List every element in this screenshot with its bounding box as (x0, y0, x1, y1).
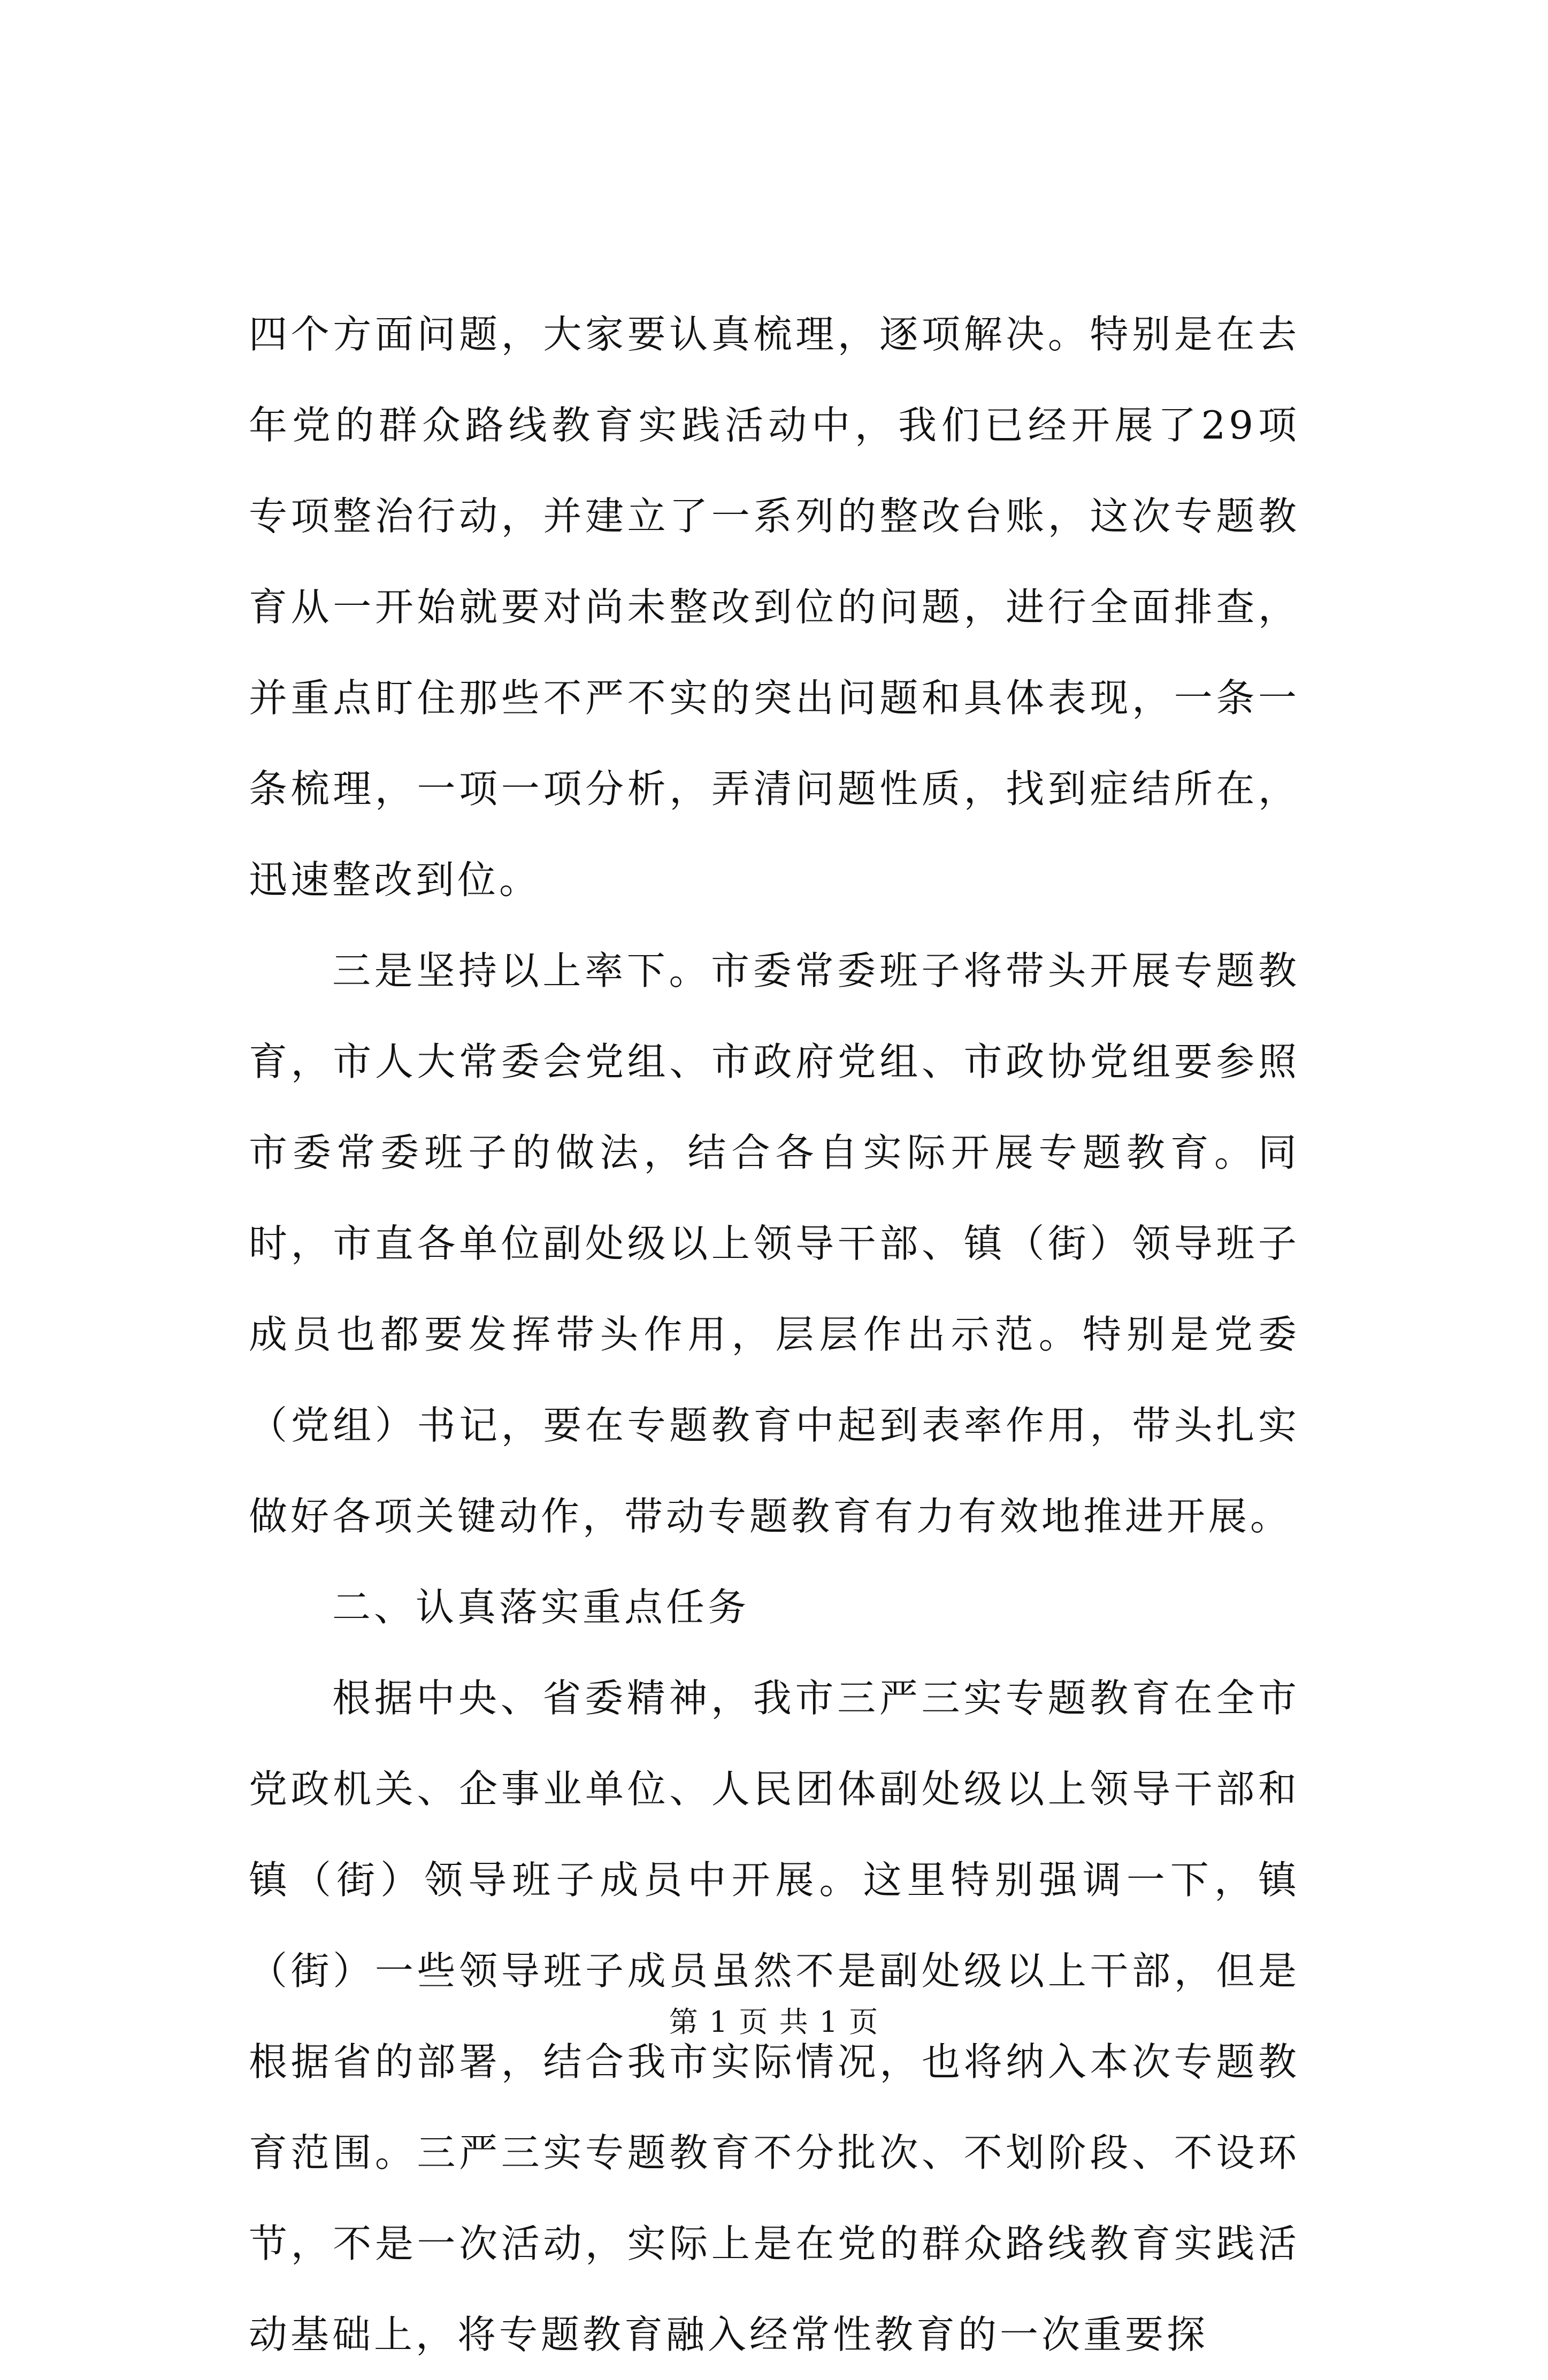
section-heading: 二、认真落实重点任务 (332, 1585, 750, 1630)
paragraph-key-tasks: 根据中央、省委精神，我市三严三实专题教育在全市党政机关、企事业单位、人民团体副处级以上领导干部和镇（街）领导班子成员中开展。这里特别强调一下，镇（街）一些领导班子成员虽然不是副处级以上干部，但是根据省的部署，结合我市实际情况，也将纳入本次专题教育范围。三严三实专题教育不分批次、不划阶段、不设环节，不是一次活动，实际上是在党的群众路线教育实践活动基础上，将专题教育融入经常性教育的一次重要探 (249, 1676, 1300, 2357)
page-footer: 第 1 页 共 1 页 (669, 2005, 879, 2039)
paragraph-continuation: 四个方面问题，大家要认真梳理，逐项解决。特别是在去年党的群众路线教育实践活动中，我们已经开展了29项专项整治行动，并建立了一系列的整改台账，这次专题教育从一开始就要对尚未整改到位的问题，进行全面排查，并重点盯住那些不严不实的突出问题和具体表现，一条一条梳理，一项一项分析，弄清问题性质，找到症结所在，迅速整改到位。 (249, 312, 1300, 902)
document-body (249, 289, 1300, 2380)
paragraph-lead-by-example: 三是坚持以上率下。市委常委班子将带头开展专题教育，市人大常委会党组、市政府党组、市政协党组要参照市委常委班子的做法，结合各自实际开展专题教育。同时，市直各单位副处级以上领导干部、镇（街）领导班子成员也都要发挥带头作用，层层作出示范。特别是党委（党组）书记，要在专题教育中起到表率作用，带头扎实做好各项关键动作，带动专题教育有力有效地推进开展。 (249, 948, 1300, 1539)
